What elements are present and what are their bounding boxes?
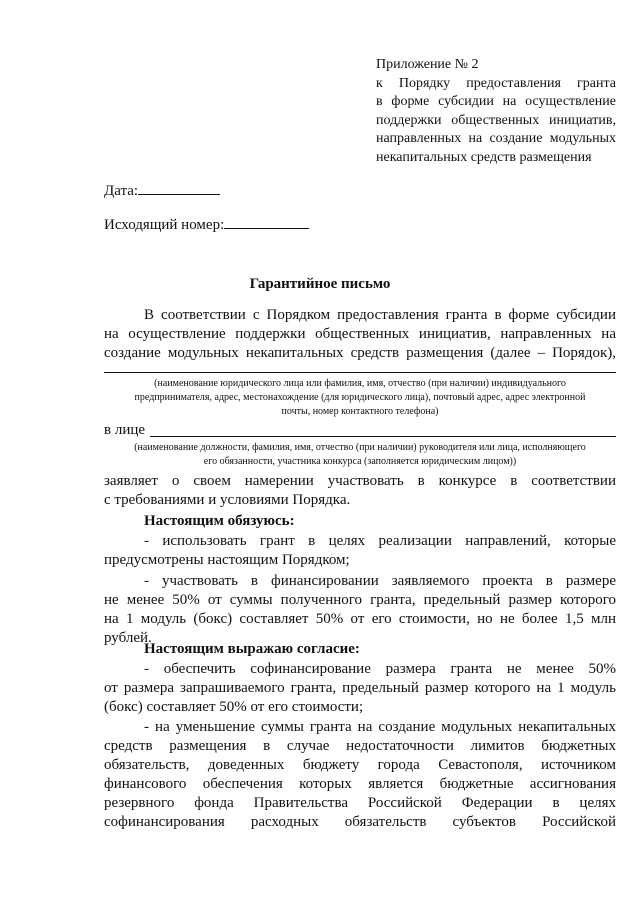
appendix-line: в форме субсидии на осуществление xyxy=(376,94,616,109)
intro-paragraph xyxy=(104,306,616,363)
obligation-line: - использовать грант в целях реализации направлений, которые xyxy=(144,533,616,549)
in-person-label: в лице xyxy=(104,422,146,438)
consent-heading: Настоящим выражаю согласие: xyxy=(144,641,360,657)
person-hint xyxy=(104,441,616,469)
appendix-line: поддержки общественных инициатив, xyxy=(376,112,616,128)
appendix-header xyxy=(376,56,616,167)
org-hint xyxy=(104,377,616,419)
number-field xyxy=(104,215,309,234)
consent-line: - обеспечить софинансирование размера гранта не менее 50% xyxy=(144,661,616,677)
appendix-line: к Порядку предоставления гранта xyxy=(376,75,616,91)
number-blank xyxy=(224,215,309,229)
consent-line: обязательств, доведенных бюджету города Севастополя, источником xyxy=(104,757,616,773)
intro-line: создание модульных некапитальных средств размещения (далее – Порядок), xyxy=(104,345,616,361)
org-hint-line: (наименование юридического лица или фамилия, имя, отчество (при наличии) индивидуального xyxy=(154,378,566,389)
date-blank xyxy=(138,181,220,195)
appendix-line: направленных на создание модульных xyxy=(376,131,616,146)
obligation-line: на 1 модуль (бокс) составляет 50% от его стоимости, но не более 1,5 млн xyxy=(104,611,616,627)
declare-paragraph xyxy=(104,472,616,510)
date-label: Дата: xyxy=(104,183,139,199)
obligation-line: рублей. xyxy=(104,630,152,646)
org-blank-line xyxy=(104,372,616,373)
consent-2 xyxy=(104,718,616,832)
consent-line: средств размещения в случае недостаточности лимитов бюджетных xyxy=(104,738,616,754)
appendix-line: некапитальных средств размещения xyxy=(376,149,592,165)
consent-line: резервного фонда Правительства Российской Федерации в целях xyxy=(104,795,616,811)
number-label: Исходящий номер: xyxy=(104,217,225,233)
obligations-heading: Настоящим обязуюсь: xyxy=(144,513,295,529)
appendix-line: Приложение № 2 xyxy=(376,57,479,72)
consent-line: софинансирования расходных обязательств субъектов Российской xyxy=(104,814,616,830)
consent-line: финансового обеспечения которых является бюджетные ассигнования xyxy=(104,776,616,792)
obligation-line: - участвовать в финансировании заявляемого проекта в размере xyxy=(144,573,616,589)
document-title: Гарантийное письмо xyxy=(249,276,391,292)
in-person-blank-line xyxy=(150,436,616,437)
intro-line: на осуществление поддержки общественных инициатив, направленных на xyxy=(104,326,616,342)
declare-line: с требованиями и условиями Порядка. xyxy=(104,492,351,508)
person-hint-line: его обязанности, участника конкурса (заполняется юридическим лицом)) xyxy=(203,456,517,467)
consent-line: от размера запрашиваемого гранта, предельный размер которого на 1 модуль xyxy=(104,680,616,696)
intro-line: В соответствии с Порядком предоставления гранта в форме субсидии xyxy=(144,307,616,323)
date-field xyxy=(104,181,220,200)
obligation-line: предусмотрены настоящим Порядком; xyxy=(104,552,350,568)
declare-line: заявляет о своем намерении участвовать в конкурсе в соответствии xyxy=(104,473,616,489)
org-hint-line: почты, номер контактного телефона) xyxy=(281,406,439,417)
obligation-1 xyxy=(104,532,616,570)
consent-line: (бокс) составляет 50% от его стоимости; xyxy=(104,699,364,715)
obligation-2 xyxy=(104,572,616,648)
consent-line: - на уменьшение суммы гранта на создание модульных некапитальных xyxy=(144,719,616,735)
consent-1 xyxy=(104,660,616,717)
org-hint-line: предпринимателя, адрес, местонахождение (для юридического лица), почтовый адрес, адрес электронной xyxy=(134,392,586,403)
person-hint-line: (наименование должности, фамилия, имя, отчество (при наличии) руководителя или лица, исполняющего xyxy=(134,442,586,453)
obligation-line: не менее 50% от суммы полученного гранта, предельный размер которого xyxy=(104,592,616,608)
